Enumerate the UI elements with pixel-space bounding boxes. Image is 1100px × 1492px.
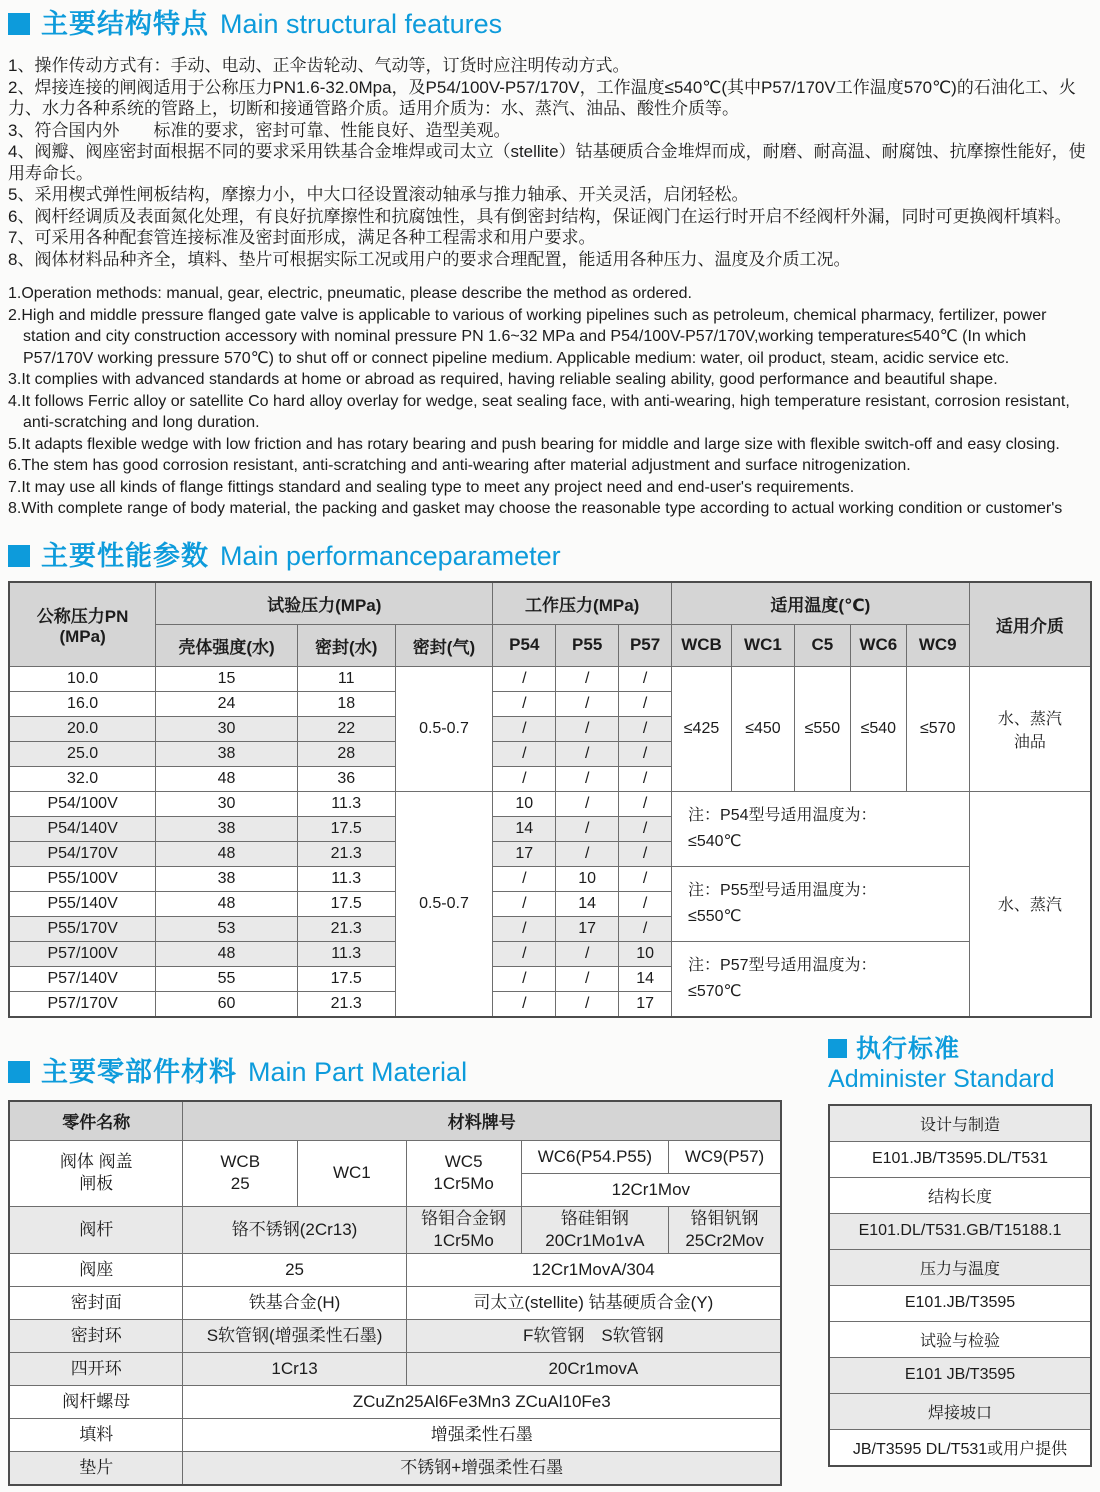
header-cell: WC9: [906, 624, 969, 666]
cell: 10.0: [9, 666, 156, 691]
cell: /: [619, 716, 672, 741]
performance-section: [8, 540, 1092, 1018]
cell: S软管钢(增强柔性石墨): [183, 1319, 406, 1352]
table-row: [829, 1357, 1091, 1393]
list-item: 4、阀瓣、阀座密封面根据不同的要求采用铁基合金堆焊或司太立（stellite）钴基硬质合金堆焊而成，耐磨、耐高温、耐腐蚀、抗摩擦性能好，使用寿命长。: [8, 142, 1086, 183]
cell: 55: [156, 966, 298, 991]
cell: 28: [297, 741, 395, 766]
cell: 38: [156, 816, 298, 841]
cell: 21.3: [297, 916, 395, 941]
cell: 注：P57型号适用温度为： ≤570℃: [672, 941, 970, 1017]
cell: /: [556, 691, 619, 716]
cell: /: [556, 741, 619, 766]
cell: 不锈钢+增强柔性石墨: [183, 1451, 781, 1485]
cell: 53: [156, 916, 298, 941]
header-cell: P57: [619, 624, 672, 666]
cell: 14: [556, 891, 619, 916]
cell: 17.5: [297, 891, 395, 916]
cell: /: [493, 766, 556, 791]
list-item: 5.It adapts flexible wedge with low friction and has rotary bearing and push bearing for middle and large size with flexible switch-off and easy closing.: [8, 435, 1060, 453]
table-row: [9, 1253, 781, 1286]
header-cell: P54: [493, 624, 556, 666]
cell: 48: [156, 766, 298, 791]
cell: 密封环: [9, 1319, 183, 1352]
cell: 结构长度: [829, 1177, 1091, 1213]
cell: 增强柔性石墨: [183, 1418, 781, 1451]
cell: 焊接坡口: [829, 1393, 1091, 1429]
cell: E101.DL/T531.GB/T15188.1: [829, 1213, 1091, 1249]
cell: P55/100V: [9, 866, 156, 891]
bottom-area: [8, 1034, 1092, 1486]
cell: 铁基合金(H): [183, 1286, 406, 1319]
cell: E101.JB/T3595.DL/T531: [829, 1141, 1091, 1177]
cell: /: [619, 666, 672, 691]
performance-title-en: Main performanceparameter: [220, 540, 561, 571]
cell: 阀杆螺母: [9, 1385, 183, 1418]
cell: 0.5-0.7: [395, 666, 493, 791]
list-item: 6、阀杆经调质及表面氮化处理，有良好抗摩擦性和抗腐蚀性，具有倒密封结构，保证阀门在运行时开启不经阀杆外漏，同时可更换阀杆填料。: [8, 206, 1072, 226]
cell: 32.0: [9, 766, 156, 791]
cell: 38: [156, 866, 298, 891]
header-cell: 试验压力(MPa): [156, 582, 493, 625]
table-row: [829, 1429, 1091, 1466]
features-title-zh: 主要结构特点: [41, 9, 209, 39]
cell: /: [556, 791, 619, 816]
cell: 17.5: [297, 816, 395, 841]
table-row: [9, 1206, 781, 1253]
header-cell: WCB: [672, 624, 732, 666]
cell: 设计与制造: [829, 1105, 1091, 1142]
cell: /: [556, 991, 619, 1017]
table-row: [829, 1105, 1091, 1142]
table-row: [9, 866, 1091, 891]
cell: 铬钼钒钢 25Cr2Mov: [669, 1206, 781, 1253]
cell: /: [619, 816, 672, 841]
cell: 17.5: [297, 966, 395, 991]
cell: 11.3: [297, 941, 395, 966]
cell: /: [619, 841, 672, 866]
header-row: [9, 1101, 781, 1141]
cell: 25.0: [9, 741, 156, 766]
header-cell: 公称压力PN (MPa): [9, 582, 156, 667]
cell: /: [556, 716, 619, 741]
header-cell: C5: [794, 624, 850, 666]
cell: P55/140V: [9, 891, 156, 916]
cell: WCB 25: [183, 1140, 298, 1206]
cell: 试验与检验: [829, 1321, 1091, 1357]
cell: WC9(P57): [669, 1140, 781, 1173]
cell: 11.3: [297, 791, 395, 816]
table-row: [9, 1385, 781, 1418]
cell: ≤425: [672, 666, 732, 791]
standard-section: [828, 1034, 1092, 1467]
cell: ZCuZn25Al6Fe3Mn3 ZCuAl10Fe3: [183, 1385, 781, 1418]
blue-square-icon: [8, 1061, 30, 1083]
header-row: [9, 582, 1091, 625]
cell: P57/170V: [9, 991, 156, 1017]
material-title-en: Main Part Material: [248, 1056, 468, 1087]
cell: /: [493, 866, 556, 891]
table-row: [829, 1321, 1091, 1357]
table-row: [9, 1319, 781, 1352]
cell: 22: [297, 716, 395, 741]
header-cell: 适用温度(℃): [672, 582, 970, 625]
list-item: 3、符合国内外 标准的要求，密封可靠、性能良好、造型美观。: [8, 120, 511, 140]
cell: /: [493, 741, 556, 766]
cell: P55/170V: [9, 916, 156, 941]
section-heading-material: [8, 1056, 782, 1088]
cell: 16.0: [9, 691, 156, 716]
table-row: [829, 1393, 1091, 1429]
cell: /: [619, 891, 672, 916]
header-cell: 材料牌号: [183, 1101, 781, 1141]
cell: 10: [493, 791, 556, 816]
table-row: [9, 1451, 781, 1485]
cell: 48: [156, 891, 298, 916]
cell: 21.3: [297, 841, 395, 866]
cell: E101.JB/T3595: [829, 1285, 1091, 1321]
header-cell: 适用介质: [969, 582, 1091, 667]
header-cell: 密封(水): [297, 624, 395, 666]
cell: 24: [156, 691, 298, 716]
cell: 18: [297, 691, 395, 716]
table-row: [829, 1213, 1091, 1249]
header-cell: 零件名称: [9, 1101, 183, 1141]
cell: 12Cr1Mov: [521, 1173, 781, 1206]
cell: /: [493, 966, 556, 991]
header-cell: WC6: [850, 624, 906, 666]
list-item: 1.Operation methods: manual, gear, electric, pneumatic, please describe the method as ordered.: [8, 285, 692, 302]
features-list-zh: [8, 55, 1092, 270]
cell: 36: [297, 766, 395, 791]
cell: 20.0: [9, 716, 156, 741]
cell: 48: [156, 841, 298, 866]
cell: 阀座: [9, 1253, 183, 1286]
cell: 17: [493, 841, 556, 866]
performance-table: [8, 581, 1092, 1018]
cell: P54/140V: [9, 816, 156, 841]
standard-title-zh: 执行标准: [856, 1034, 961, 1063]
cell: 48: [156, 941, 298, 966]
cell: 21.3: [297, 991, 395, 1017]
list-item: 1、操作传动方式有：手动、电动、正伞齿轮动、气动等，订货时应注明传动方式。: [8, 56, 630, 75]
material-table: [8, 1100, 782, 1486]
cell: 填料: [9, 1418, 183, 1451]
cell: 11: [297, 666, 395, 691]
list-item: 2.High and middle pressure flanged gate valve is applicable to various of working pipelines such as petroleum, chemical pharmacy, fertilizer, power station and city construction accessory with nominal pressure PN 1.6~32 MPa and P54/100V-P57/170V,working temperature≤540℃ (In which P57/170V working pressure 570℃) to shut off or connect pipeline medium. Applicable medium: water, oil product, steam, acidic service etc.: [8, 306, 1047, 367]
table-row: [9, 1140, 781, 1173]
table-row: [829, 1177, 1091, 1213]
table-row: [9, 1418, 781, 1451]
section-heading-performance: [8, 540, 1092, 572]
cell: /: [619, 691, 672, 716]
cell: 密封面: [9, 1286, 183, 1319]
cell: 17: [556, 916, 619, 941]
list-item: 7、可采用各种配套管连接标准及密封面形成，满足各种工程需求和用户要求。: [8, 228, 596, 247]
cell: 38: [156, 741, 298, 766]
material-section: [8, 1034, 782, 1486]
cell: 11.3: [297, 866, 395, 891]
cell: 铬钼合金钢 1Cr5Mo: [406, 1206, 521, 1253]
cell: /: [493, 891, 556, 916]
performance-title-zh: 主要性能参数: [41, 540, 209, 571]
cell: 水、蒸汽: [969, 791, 1091, 1017]
table-row: [9, 791, 1091, 816]
cell: /: [493, 716, 556, 741]
cell: /: [493, 666, 556, 691]
table-row: [9, 666, 1091, 691]
cell: /: [619, 916, 672, 941]
cell: /: [556, 816, 619, 841]
table-row: [829, 1249, 1091, 1285]
cell: 四开环: [9, 1352, 183, 1385]
list-item: 7.It may use all kinds of flange fittings standard and sealing type to meet any project need and end-user's requirements.: [8, 478, 855, 496]
standard-title-en: Administer Standard: [828, 1064, 1055, 1093]
cell: P57/100V: [9, 941, 156, 966]
cell: 阀体 阀盖 闸板: [9, 1140, 183, 1206]
cell: 0.5-0.7: [395, 791, 493, 1017]
cell: WC5 1Cr5Mo: [406, 1140, 521, 1206]
header-row: [9, 624, 1091, 666]
header-cell: WC1: [731, 624, 794, 666]
cell: 1Cr13: [183, 1352, 406, 1385]
cell: /: [619, 741, 672, 766]
cell: JB/T3595 DL/T531或用户提供: [829, 1429, 1091, 1466]
cell: /: [619, 866, 672, 891]
header-cell: 壳体强度(水): [156, 624, 298, 666]
cell: 60: [156, 991, 298, 1017]
cell: 15: [156, 666, 298, 691]
cell: /: [493, 941, 556, 966]
cell: /: [619, 791, 672, 816]
table-row: [829, 1285, 1091, 1321]
cell: /: [619, 766, 672, 791]
list-item: 5、采用楔式弹性闸板结构，摩擦力小，中大口径设置滚动轴承与推力轴承、开关灵活，启闭轻松。: [8, 185, 749, 204]
table-row: [829, 1141, 1091, 1177]
table-row: [9, 1352, 781, 1385]
cell: 30: [156, 791, 298, 816]
header-cell: P55: [556, 624, 619, 666]
cell: 水、蒸汽 油品: [969, 666, 1091, 791]
section-heading-standard: [828, 1034, 1092, 1094]
cell: /: [493, 916, 556, 941]
cell: ≤540: [850, 666, 906, 791]
standard-heading-line1: [828, 1034, 1092, 1064]
section-heading-features: [8, 8, 1092, 40]
cell: ≤570: [906, 666, 969, 791]
cell: 12Cr1MovA/304: [406, 1253, 781, 1286]
cell: 17: [619, 991, 672, 1017]
features-title-en: Main structural features: [220, 9, 503, 39]
cell: 注：P54型号适用温度为： ≤540℃: [672, 791, 970, 866]
cell: 30: [156, 716, 298, 741]
cell: F软管钢 S软管钢: [406, 1319, 781, 1352]
cell: 20Cr1movA: [406, 1352, 781, 1385]
header-cell: 工作压力(MPa): [493, 582, 672, 625]
cell: 14: [493, 816, 556, 841]
cell: 铬硅钼钢 20Cr1Mo1vA: [521, 1206, 668, 1253]
cell: 10: [556, 866, 619, 891]
cell: P54/100V: [9, 791, 156, 816]
standard-table: [828, 1104, 1092, 1467]
cell: 压力与温度: [829, 1249, 1091, 1285]
cell: WC6(P54.P55): [521, 1140, 668, 1173]
blue-square-icon: [8, 13, 30, 35]
cell: 司太立(stellite) 钴基硬质合金(Y): [406, 1286, 781, 1319]
material-title-zh: 主要零部件材料: [41, 1056, 237, 1087]
cell: P54/170V: [9, 841, 156, 866]
list-item: 4.It follows Ferric alloy or satellite Co hard alloy overlay for wedge, seat sealing face, with anti-wearing, high temperature resistant, corrosion resistant, anti-scratching and long duration.: [8, 392, 1070, 431]
list-item: 8.With complete range of body material, the packing and gasket may choose the reasonable type according to actual working condition or customer's: [8, 500, 1063, 517]
header-cell: 密封(气): [395, 624, 493, 666]
cell: /: [556, 666, 619, 691]
cell: /: [493, 991, 556, 1017]
cell: WC1: [298, 1140, 407, 1206]
blue-square-icon: [8, 545, 30, 567]
cell: 垫片: [9, 1451, 183, 1485]
cell: /: [556, 941, 619, 966]
list-item: 6.The stem has good corrosion resistant, anti-scratching and anti-wearing after material adjustment and surface nitrogenization.: [8, 457, 911, 474]
cell: /: [556, 966, 619, 991]
table-row: [9, 1286, 781, 1319]
cell: ≤550: [794, 666, 850, 791]
cell: 14: [619, 966, 672, 991]
cell: 25: [183, 1253, 406, 1286]
features-list-en: [8, 283, 1092, 520]
cell: E101 JB/T3595: [829, 1357, 1091, 1393]
cell: 注：P55型号适用温度为： ≤550℃: [672, 866, 970, 941]
list-item: 3.It complies with advanced standards at home or abroad as required, having reliable sealing ability, good performance and beautiful shape.: [8, 371, 998, 388]
list-item: 8、阀体材料品种齐全，填料、垫片可根据实际工况或用户的要求合理配置，能适用各种压力、温度及介质工况。: [8, 249, 851, 269]
cell: 10: [619, 941, 672, 966]
cell: /: [493, 691, 556, 716]
cell: /: [556, 841, 619, 866]
list-item: 2、焊接连接的闸阀适用于公称压力PN1.6-32.0Mpa，及P54/100V-P57/170V，工作温度≤540℃(其中P57/170V工作温度570℃)的石油化工、火力、水力各种系统的管路上，切断和接通管路介质。适用介质为：水、蒸汽、油品、酸性介质等。: [8, 77, 1076, 118]
cell: ≤450: [731, 666, 794, 791]
blue-square-icon: [828, 1039, 847, 1058]
table-row: [9, 941, 1091, 966]
cell: /: [556, 766, 619, 791]
cell: P57/140V: [9, 966, 156, 991]
cell: 阀杆: [9, 1206, 183, 1253]
cell: 铬不锈钢(2Cr13): [183, 1206, 406, 1253]
